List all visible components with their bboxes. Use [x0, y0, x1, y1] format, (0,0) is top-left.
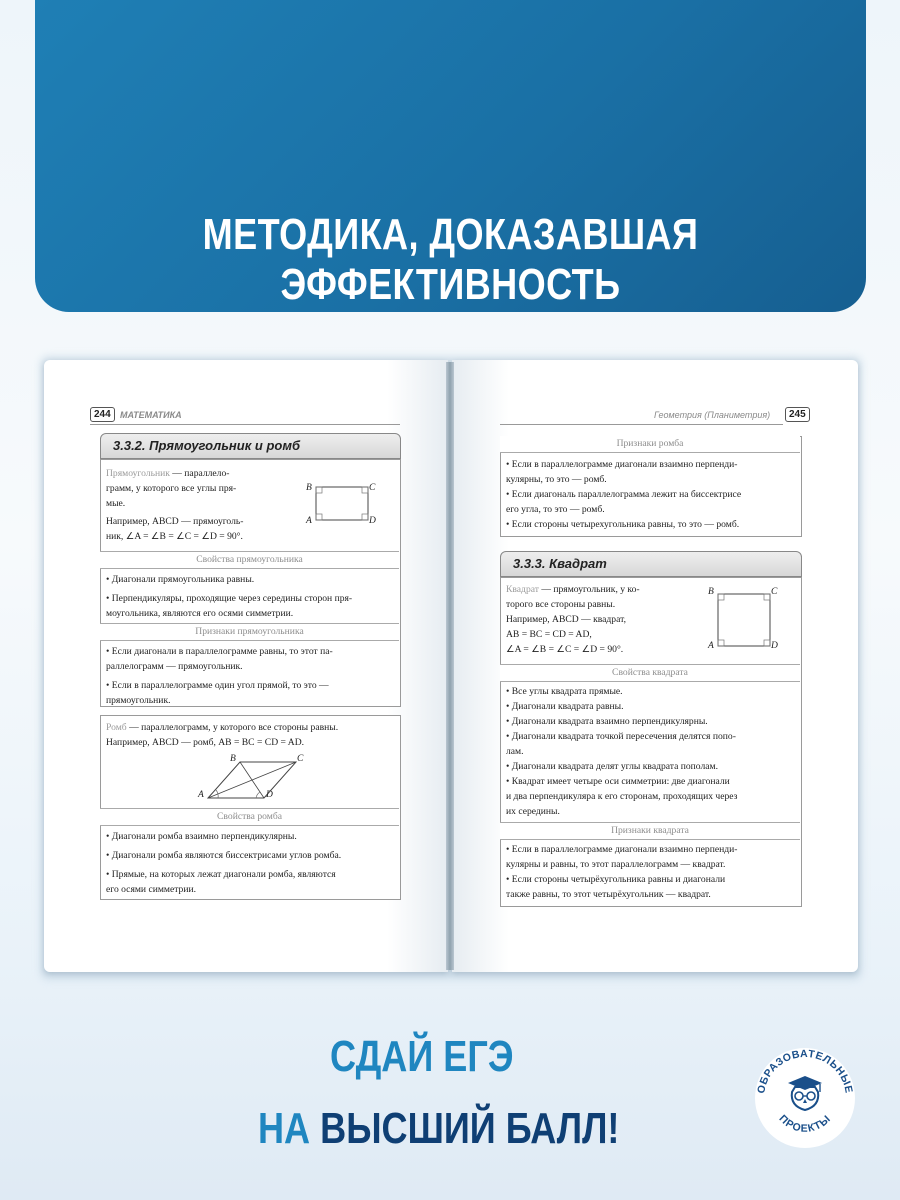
square-prop-6-cont2: их середины. [506, 806, 560, 817]
rhombus-sign-2-cont: его угла, то это — ромб. [506, 504, 605, 515]
rhombus-figure [200, 752, 310, 804]
rhombus-signs-head: Признаки ромба [500, 436, 800, 453]
square-definition [506, 582, 706, 657]
rect-label-b: B [306, 483, 312, 493]
square-example-line3: ∠A = ∠B = ∠C = ∠D = 90°. [506, 644, 624, 655]
publisher-logo [750, 1040, 860, 1150]
slogan-line1: СДАЙ ЕГЭ [330, 1032, 514, 1081]
left-running-head: МАТЕМАТИКА [120, 410, 182, 420]
rhombus-prop-1: • Диагонали ромба взаимно перпендикулярны. [106, 831, 297, 842]
right-page-number: 245 [785, 407, 810, 422]
rhombus-def-rest: — параллелограмм, у которого все стороны равны. [126, 722, 339, 733]
right-header-rule [500, 424, 783, 425]
rect-def-line2: грамм, у которого все углы пря- [106, 483, 237, 494]
rhombus-sign-2: • Если диагональ параллелограмма лежит на биссектрисе [506, 489, 742, 500]
rect-props-head: Свойства прямоугольника [100, 551, 399, 569]
square-label-c: C [771, 587, 778, 597]
square-prop-5: • Диагонали квадрата делят углы квадрата пополам. [506, 761, 718, 772]
banner-title: МЕТОДИКА, ДОКАЗАВШАЯ ЭФФЕКТИВНОСТЬ [202, 210, 699, 309]
rect-label-a: A [306, 516, 312, 526]
square-example-line1: Например, ABCD — квадрат, [506, 614, 626, 625]
square-prop-6-cont: и два перпендикуляра к его сторонам, проходящих через [506, 791, 738, 802]
rect-example-line1: Например, ABCD — прямоуголь- [106, 516, 244, 527]
left-header-rule [90, 424, 400, 425]
rhombus-signs [506, 457, 798, 532]
logo-text-bottom: ПРОЕКТЫ [776, 1112, 834, 1135]
rect-def-line3: мые. [106, 498, 126, 509]
square-prop-2: • Диагонали квадрата равны. [506, 701, 624, 712]
rect-label-c: C [369, 483, 376, 493]
rect-prop-2: • Перпендикуляры, проходящие через середины сторон пря- [106, 593, 353, 604]
rhombus-prop-2: • Диагонали ромба являются биссектрисами углов ромба. [106, 850, 342, 861]
rhombus-definition [106, 720, 396, 750]
rhombus-label-c: C [297, 754, 304, 764]
square-signs-head: Признаки квадрата [500, 822, 800, 840]
square-term: Квадрат [506, 584, 539, 595]
slogan-line2-part1: НА [258, 1104, 311, 1153]
rect-prop-1: • Диагонали прямоугольника равны. [106, 574, 255, 585]
rect-def-line1: — параллело- [169, 468, 230, 479]
rect-signs-head: Признаки прямоугольника [100, 623, 399, 641]
top-banner [35, 0, 866, 312]
book-spine [446, 362, 454, 970]
rhombus-label-a: A [198, 790, 204, 800]
rhombus-sign-1-cont: кулярны, то это — ромб. [506, 474, 607, 485]
rect-sign-1-cont: раллелограмм — прямоугольник. [106, 661, 243, 672]
rhombus-prop-3: • Прямые, на которых лежат диагонали ромба, являются [106, 869, 336, 880]
square-prop-4-cont: лам. [506, 746, 524, 757]
rect-label-d: D [369, 516, 376, 526]
rhombus-props-head: Свойства ромба [100, 808, 399, 826]
logo-text-top: ОБРАЗОВАТЕЛЬНЫЕ [755, 1047, 855, 1095]
rect-prop-2-cont: моугольника, являются его осями симметрии. [106, 608, 294, 619]
left-section-title: 3.3.2. Прямоугольник и ромб [100, 433, 401, 459]
rect-sign-2-cont: прямоугольник. [106, 695, 171, 706]
rect-example-line2: ник, ∠A = ∠B = ∠C = ∠D = 90°. [106, 531, 243, 542]
rect-sign-1: • Если диагонали в параллелограмме равны, то этот па- [106, 646, 333, 657]
rhombus-prop-3-cont: его осями симметрии. [106, 884, 197, 895]
rhombus-sign-1: • Если в параллелограмме диагонали взаимно перпенди- [506, 459, 738, 470]
square-sign-2: • Если стороны четырёхугольника равны и диагонали [506, 874, 726, 885]
right-section-title: 3.3.3. Квадрат [500, 551, 802, 577]
square-props-head: Свойства квадрата [500, 664, 800, 682]
square-label-d: D [771, 641, 778, 651]
slogan-line2 [258, 1104, 619, 1154]
square-def-line2: торого все стороны равны. [506, 599, 616, 610]
rect-signs [106, 644, 396, 708]
rhombus-label-d: D [266, 790, 273, 800]
rect-definition [106, 466, 306, 544]
rhombus-label-b: B [230, 754, 236, 764]
slogan-line2-part2: ВЫСШИЙ БАЛЛ! [320, 1104, 620, 1153]
square-props [506, 684, 798, 819]
rect-term: Прямоугольник [106, 468, 170, 479]
rhombus-example: Например, ABCD — ромб, AB = BC = CD = AD. [106, 737, 305, 748]
square-prop-4: • Диагонали квадрата точкой пересечения делятся попо- [506, 731, 736, 742]
square-sign-1-cont: кулярны и равны, то этот параллелограмм — квадрат. [506, 859, 726, 870]
square-prop-6: • Квадрат имеет четыре оси симметрии: две диагонали [506, 776, 730, 787]
left-page-number: 244 [90, 407, 115, 422]
square-prop-3: • Диагонали квадрата взаимно перпендикулярны. [506, 716, 708, 727]
right-running-head: Геометрия (Планиметрия) [654, 410, 771, 420]
rect-props [106, 572, 396, 621]
rhombus-term: Ромб [106, 722, 127, 733]
square-label-b: B [708, 587, 714, 597]
square-sign-1: • Если в параллелограмме диагонали взаимно перпенди- [506, 844, 738, 855]
rhombus-sign-3: • Если стороны четырехугольника равны, то это — ромб. [506, 519, 740, 530]
square-label-a: A [708, 641, 714, 651]
square-example-line2: AB = BC = CD = AD, [506, 629, 592, 640]
square-sign-2-cont: также равны, то этот четырёхугольник — квадрат. [506, 889, 711, 900]
square-signs [506, 842, 798, 902]
rect-sign-2: • Если в параллелограмме один угол прямой, то это — [106, 680, 329, 691]
rhombus-props [106, 829, 396, 897]
square-prop-1: • Все углы квадрата прямые. [506, 686, 623, 697]
square-def-line1: — прямоугольник, у ко- [538, 584, 640, 595]
